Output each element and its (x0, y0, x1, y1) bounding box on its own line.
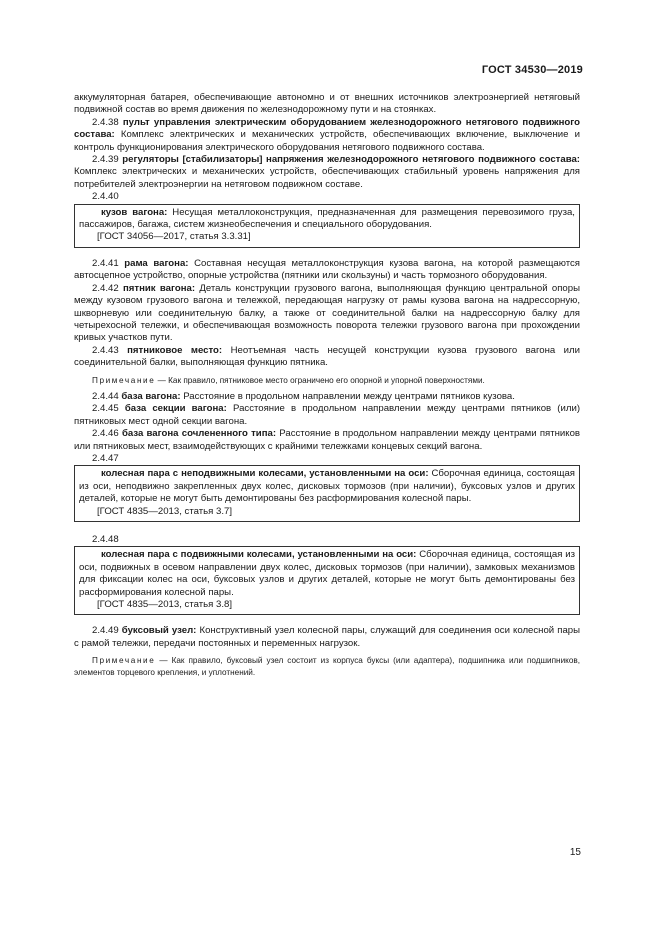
term-title: рама вагона: (124, 257, 189, 269)
document-body (74, 92, 580, 678)
term-number: 2.4.49 (92, 625, 119, 637)
note-axlebox (74, 655, 580, 678)
term-number-2-4-48: 2.4.48 (92, 534, 119, 545)
term-number: 2.4.46 (92, 428, 119, 440)
term-title: база вагона: (121, 390, 181, 402)
term-definition: Комплекс электрических и механических устройств, обеспечивающих стабильный уровень напряжения для потребителей электроэнергии на нетяговом подвижном составе. (74, 166, 580, 190)
term-title: пульт управления электрическим оборудованием железнодорожного нетягового подвижного состава: (74, 116, 580, 141)
term-definition: Сборочная единица, состоящая из оси, неподвижно закрепленных двух колес, дисковых тормозов (при наличии), буксовых узлов и других деталей, которые не могут быть демонтированы без расформирования колесной пары. (79, 468, 576, 505)
term-2-4-46 (74, 428, 580, 453)
term-box-2-4-48 (74, 546, 580, 615)
term-2-4-49 (74, 625, 580, 650)
term-number: 2.4.45 (92, 403, 119, 415)
term-definition: Расстояние в продольном направлении между центрами пятников кузова. (183, 390, 515, 402)
term-definition: Составная несущая металлоконструкция кузова вагона, на которой размещаются автосцепное устройство, опорные устройства (пятники или скользуны) и часть тормозного оборудования. (74, 257, 580, 282)
term-box-2-4-47 (74, 465, 580, 522)
term-number: 2.4.43 (92, 344, 119, 356)
term-title: колесная пара с неподвижными колесами, установленными на оси: (101, 468, 429, 480)
term-definition: Расстояние в продольном направлении между центрами пятников или пятниковых мест, взаимодействующих с крайними тележками концевых секций вагона. (74, 428, 581, 452)
term-definition: Несущая металлоконструкция, предназначенная для размещения перевозимого груза, пассажиров, багажа, систем жизнеобеспечения и специального оборудования. (79, 206, 575, 231)
note-text: — Как правило, буксовый узел состоит из корпуса буксы (или адаптера), подшипника или подшипников, элементов торцевого крепления, и уплотнений. (74, 656, 581, 677)
term-number: 2.4.39 (92, 154, 119, 166)
term-title: кузов вагона: (101, 206, 168, 218)
term-title: буксовый узел: (121, 625, 197, 637)
term-definition: Сборочная единица, состоящая из оси, подвижных в осевом направлении двух колес, дисковых тормозов (при наличии), замковых механизмов для фиксации колес на оси, буксовых узлов и других деталей, которые не могут быть демонтированы без расформирования колесной пары. (79, 549, 575, 598)
source-reference: [ГОСТ 4835—2013, статья 3.8] (97, 599, 232, 611)
term-title: база секции вагона: (124, 403, 227, 415)
document-code: ГОСТ 34530—2019 (481, 64, 583, 76)
term-title: база вагона сочлененного типа: (121, 428, 277, 440)
note-text: — Как правило, пятниковое место ограничено его опорной и упорной поверхностями. (157, 375, 485, 385)
term-title: колесная пара с подвижными колесами, установленными на оси: (101, 549, 417, 561)
note-pyatnik-place (74, 375, 580, 386)
source-reference: [ГОСТ 4835—2013, статья 3.7] (97, 505, 232, 517)
page-number: 15 (569, 847, 581, 858)
note-label: Примечание (92, 656, 156, 666)
term-2-4-43 (74, 345, 580, 370)
term-box-2-4-40 (74, 204, 580, 248)
note-label: Примечание (92, 375, 156, 385)
term-number-2-4-47: 2.4.47 (92, 452, 119, 464)
term-definition: Расстояние в продольном направлении между центрами пятников (или) пятниковых мест одной секции вагона. (74, 403, 581, 427)
term-number: 2.4.44 (92, 390, 119, 402)
term-2-4-38 (74, 117, 580, 154)
term-2-4-44 (74, 391, 580, 403)
term-definition: Конструктивный узел колесной пары, служащий для соединения оси колесной пары с рамой тележки, передачи постоянных и переменных нагрузок. (74, 625, 581, 649)
term-title: регуляторы [стабилизаторы] напряжения железнодорожного нетягового подвижного состава: (122, 154, 580, 166)
term-2-4-45 (74, 403, 580, 428)
boxed-definition (79, 468, 575, 505)
paragraph-continuation: аккумуляторная батарея, обеспечивающие автономно и от внешних источников электроэнергией нетяговый подвижной состав во время движения по железнодорожному пути и на стоянках. (74, 92, 580, 116)
term-number: 2.4.38 (92, 116, 119, 128)
source-reference: [ГОСТ 34056—2017, статья 3.3.31] (97, 231, 251, 243)
term-number: 2.4.41 (92, 257, 119, 269)
term-number: 2.4.42 (92, 282, 119, 294)
term-number-2-4-40: 2.4.40 (92, 191, 119, 203)
boxed-definition (79, 207, 575, 232)
term-definition: Деталь конструкции грузового вагона, выполняющая функцию центральной опоры между кузовом грузового вагона и тележкой, передающая нагрузку от рамы кузова вагона на надрессорную, шкворневую или соединительную балку, а также от соединительной балки на надрессорную балку для четырехосной тележки, и обеспечивающая возможность поворота тележки грузового вагона при прохождении кривых участков пути. (74, 282, 580, 344)
term-title: пятниковое место: (127, 344, 223, 356)
boxed-definition (79, 549, 575, 599)
term-2-4-41 (74, 258, 580, 283)
term-2-4-42 (74, 283, 580, 345)
term-definition: Неотъемная часть несущей конструкции кузова грузового вагона или соединительной балки, выполняющая функцию пятника. (74, 344, 580, 369)
term-2-4-39 (74, 154, 580, 191)
term-title: пятник вагона: (122, 282, 196, 294)
term-definition: Комплекс электрических и механических устройств, обеспечивающих включение, выключение и контроль функционирования электрического оборудования нетягового подвижного состава. (74, 129, 580, 153)
